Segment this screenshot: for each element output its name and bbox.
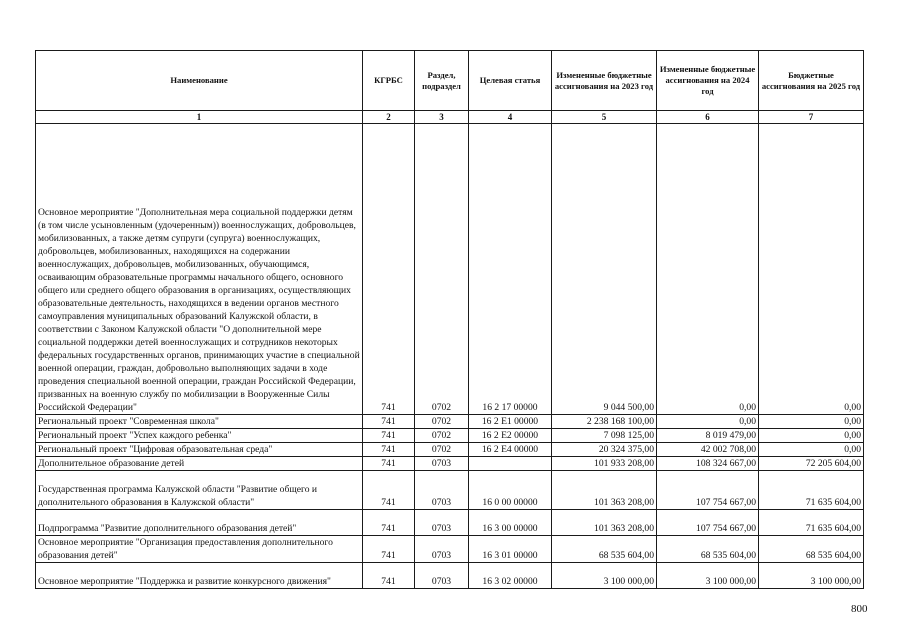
row-2025: 71 635 604,00 [759, 510, 864, 536]
row-section: 0702 [415, 429, 469, 443]
row-2023: 101 363 208,00 [552, 471, 657, 510]
row-target: 16 2 E1 00000 [469, 415, 552, 429]
col-number: 7 [759, 111, 864, 124]
row-kgrbs: 741 [363, 443, 415, 457]
row-2023: 7 098 125,00 [552, 429, 657, 443]
row-2023: 20 324 375,00 [552, 443, 657, 457]
col-header-name: Наименование [36, 51, 363, 111]
page-number: 800 [851, 603, 868, 615]
budget-table [35, 50, 864, 589]
table-row [36, 124, 864, 415]
row-section: 0703 [415, 563, 469, 589]
row-target: 16 3 01 00000 [469, 536, 552, 563]
row-2023: 101 363 208,00 [552, 510, 657, 536]
col-number: 1 [36, 111, 363, 124]
col-number: 2 [363, 111, 415, 124]
row-kgrbs: 741 [363, 415, 415, 429]
col-number: 3 [415, 111, 469, 124]
row-kgrbs: 741 [363, 510, 415, 536]
row-name: Основное мероприятие "Дополнительная мера социальной поддержки детям (в том числе усыновленным (удочеренным)) военнослужащих, добровольцев, мобилизованных, а также детям супруги (супруга) военнослужащих, добровольцев, мобилизованных, находящихся на содержании военнослужащих, добровольцев, мобилизованных, обучающимся, осваивающим образовательные программы начального общего, основного общего или среднего общего образования в организациях, осуществляющих образовательные деятельность, находящихся в ведении органов местного самоуправления муниципальных образований Калужской области, в соответствии с Законом Калужской области "О дополнительной мере социальной поддержки детей военнослужащих и сотрудников некоторых федеральных государственных органов, принимающих участие в специальной военной операции, граждан, добровольно выполняющих задачи в ходе проведения специальной военной операции, граждан Российской Федерации, призванных на военную службу по мобилизации в Вооруженные Силы Российской Федерации" [36, 124, 363, 415]
table-row [36, 510, 864, 536]
row-name: Региональный проект "Цифровая образовательная среда" [36, 443, 363, 457]
row-2024: 68 535 604,00 [657, 536, 759, 563]
row-section: 0703 [415, 457, 469, 471]
row-2023: 9 044 500,00 [552, 124, 657, 415]
row-2023: 101 933 208,00 [552, 457, 657, 471]
table-row [36, 443, 864, 457]
col-header-target: Целевая статья [469, 51, 552, 111]
row-target: 16 0 00 00000 [469, 471, 552, 510]
row-2025: 0,00 [759, 124, 864, 415]
table-row [36, 415, 864, 429]
row-2023: 68 535 604,00 [552, 536, 657, 563]
row-target: 16 2 E4 00000 [469, 443, 552, 457]
col-number: 5 [552, 111, 657, 124]
row-section: 0703 [415, 510, 469, 536]
row-2025: 71 635 604,00 [759, 471, 864, 510]
row-2025: 3 100 000,00 [759, 563, 864, 589]
row-kgrbs: 741 [363, 124, 415, 415]
row-name: Региональный проект "Современная школа" [36, 415, 363, 429]
row-2024: 8 019 479,00 [657, 429, 759, 443]
table-row [36, 471, 864, 510]
row-target: 16 3 00 00000 [469, 510, 552, 536]
row-2025: 0,00 [759, 415, 864, 429]
col-header-2024: Измененные бюджетные ассигнования на 2024 год [657, 51, 759, 111]
row-kgrbs: 741 [363, 457, 415, 471]
table-row [36, 536, 864, 563]
row-2024: 107 754 667,00 [657, 471, 759, 510]
row-section: 0703 [415, 536, 469, 563]
row-section: 0702 [415, 124, 469, 415]
row-section: 0703 [415, 471, 469, 510]
row-name: Подпрограмма "Развитие дополнительного образования детей" [36, 510, 363, 536]
row-2024: 0,00 [657, 415, 759, 429]
row-target: 16 3 02 00000 [469, 563, 552, 589]
header-row [36, 51, 864, 111]
row-name: Государственная программа Калужской области "Развитие общего и дополнительного образования в Калужской области" [36, 471, 363, 510]
row-kgrbs: 741 [363, 563, 415, 589]
column-number-row [36, 111, 864, 124]
row-section: 0702 [415, 443, 469, 457]
row-name: Основное мероприятие "Поддержка и развитие конкурсного движения" [36, 563, 363, 589]
row-2025: 68 535 604,00 [759, 536, 864, 563]
col-number: 6 [657, 111, 759, 124]
row-target: 16 2 E2 00000 [469, 429, 552, 443]
row-2023: 2 238 168 100,00 [552, 415, 657, 429]
row-2025: 0,00 [759, 443, 864, 457]
row-2024: 3 100 000,00 [657, 563, 759, 589]
row-name: Дополнительное образование детей [36, 457, 363, 471]
table-row [36, 563, 864, 589]
row-2024: 42 002 708,00 [657, 443, 759, 457]
row-2025: 72 205 604,00 [759, 457, 864, 471]
row-name: Региональный проект "Успех каждого ребенка" [36, 429, 363, 443]
table-row [36, 429, 864, 443]
col-number: 4 [469, 111, 552, 124]
col-header-section: Раздел, подраздел [415, 51, 469, 111]
row-2024: 107 754 667,00 [657, 510, 759, 536]
row-name: Основное мероприятие "Организация предоставления дополнительного образования детей" [36, 536, 363, 563]
row-target: 16 2 17 00000 [469, 124, 552, 415]
table-row [36, 457, 864, 471]
row-2024: 0,00 [657, 124, 759, 415]
col-header-2023: Измененные бюджетные ассигнования на 2023 год [552, 51, 657, 111]
row-kgrbs: 741 [363, 429, 415, 443]
row-2023: 3 100 000,00 [552, 563, 657, 589]
row-target [469, 457, 552, 471]
row-kgrbs: 741 [363, 536, 415, 563]
col-header-2025: Бюджетные ассигнования на 2025 год [759, 51, 864, 111]
row-section: 0702 [415, 415, 469, 429]
row-kgrbs: 741 [363, 471, 415, 510]
col-header-kgrbs: КГРБС [363, 51, 415, 111]
row-2024: 108 324 667,00 [657, 457, 759, 471]
row-2025: 0,00 [759, 429, 864, 443]
